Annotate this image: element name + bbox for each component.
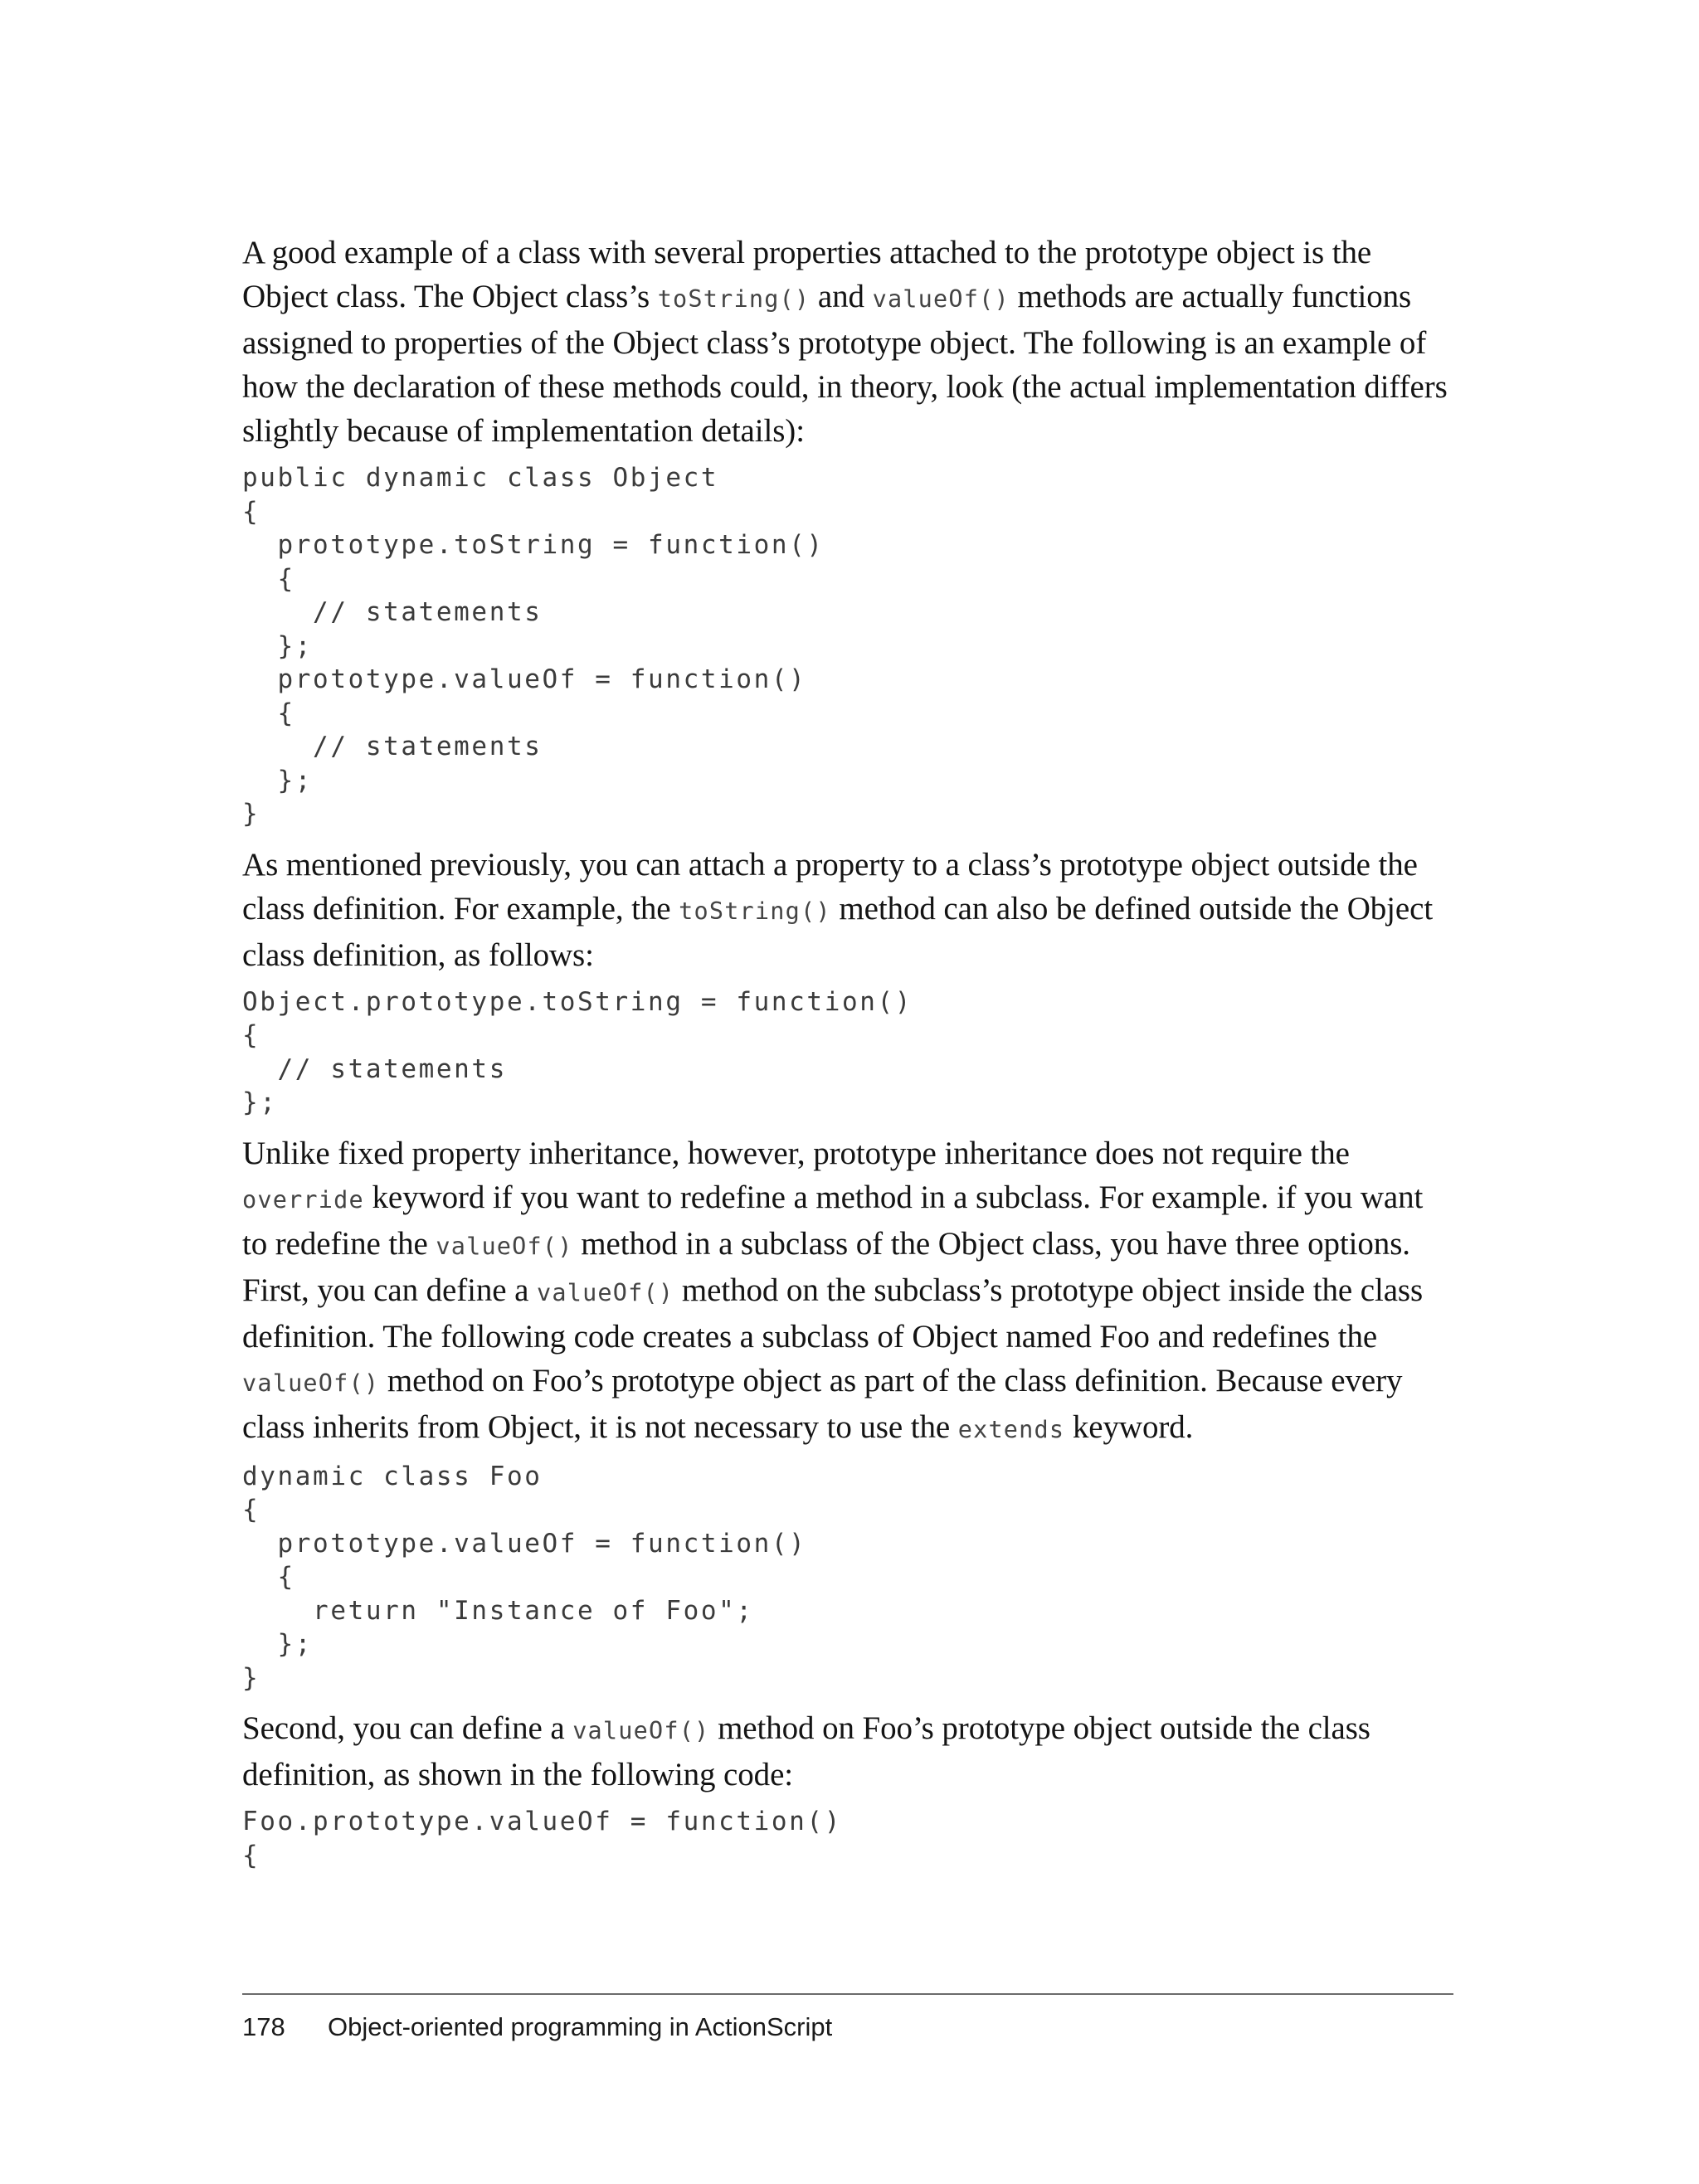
code-line: { xyxy=(242,698,295,728)
code-block-foo-class xyxy=(242,1460,1453,1695)
paragraph-outside-definition: As mentioned previously, you can attach a property to a class’s prototype object outside the class definition. For example, the toString() method can also be defined outside the Object class definition, as follows: xyxy=(242,846,1434,973)
code-block-tostring xyxy=(242,985,1453,1120)
code-line: Object.prototype.toString = function() xyxy=(242,986,913,1017)
code-line: }; xyxy=(242,765,314,795)
code-line: { xyxy=(242,496,260,527)
code-line: // statements xyxy=(242,1053,507,1084)
page-footer xyxy=(242,2011,832,2044)
inline-code: valueOf() xyxy=(537,1278,674,1306)
code-line: { xyxy=(242,1840,260,1870)
code-line: { xyxy=(242,563,295,594)
code-line: dynamic class Foo xyxy=(242,1461,543,1491)
inline-code: valueOf() xyxy=(242,1369,380,1397)
inline-code: override xyxy=(242,1185,364,1214)
page-number: 178 xyxy=(242,2012,285,2041)
chapter-title: Object-oriented programming in ActionScript xyxy=(328,2012,833,2041)
code-line: }; xyxy=(242,630,314,661)
inline-code: toString() xyxy=(679,897,831,925)
paragraph-second-option: Second, you can define a valueOf() method on Foo’s prototype object outside the class definition, as shown in the following code: xyxy=(242,1710,1370,1792)
code-line: public dynamic class Object xyxy=(242,463,719,493)
code-block-foo-prototype xyxy=(242,1805,1453,1872)
code-line: return "Instance of Foo"; xyxy=(242,1595,754,1626)
inline-code: valueOf() xyxy=(436,1232,573,1260)
code-line: Foo.prototype.valueOf = function() xyxy=(242,1807,842,1836)
code-line: } xyxy=(242,799,260,829)
code-line: { xyxy=(242,1020,260,1050)
footer-divider xyxy=(242,1993,1453,1995)
paragraph-prototype-inheritance: Unlike fixed property inheritance, however, prototype inheritance does not require the override keyword if you want to redefine a method in a subclass. For example. if you want to redefine the valueOf() method in a subclass of the Object class, you have three options. First, you can define a valueOf() method on the subclass’s prototype object inside the class definition. The following code creates a subclass of Object named Foo and redefines the valueOf() method on Foo’s prototype object as part of the class definition. Because every class inherits from Object, it is not necessary to use the extends keyword. xyxy=(242,1135,1424,1445)
inline-code: valueOf() xyxy=(572,1717,710,1744)
code-line: { xyxy=(242,1495,260,1525)
inline-code: valueOf() xyxy=(872,285,1010,313)
inline-code: extends xyxy=(957,1415,1065,1443)
inline-code: toString() xyxy=(657,285,811,313)
code-line: prototype.valueOf = function() xyxy=(242,664,807,694)
code-line: // statements xyxy=(242,597,543,627)
code-line: prototype.toString = function() xyxy=(242,530,825,560)
paragraph-object-class-example: A good example of a class with several properties attached to the prototype object is the Object class. The Object class’s toString() and valueOf() methods are actually functions assigned to properties of the Object class’s prototype object. The following is an example of how the declaration of these methods could, in theory, look (the actual implementation differs slightly because of implementation details): xyxy=(242,235,1448,449)
code-line: prototype.valueOf = function() xyxy=(242,1528,807,1559)
code-line: } xyxy=(242,1662,260,1693)
code-line: }; xyxy=(242,1629,314,1659)
code-line: // statements xyxy=(242,732,543,761)
code-line: }; xyxy=(242,1087,278,1117)
page-content xyxy=(242,231,1453,1872)
code-line: { xyxy=(242,1562,295,1592)
code-block-object-class xyxy=(242,461,1453,831)
